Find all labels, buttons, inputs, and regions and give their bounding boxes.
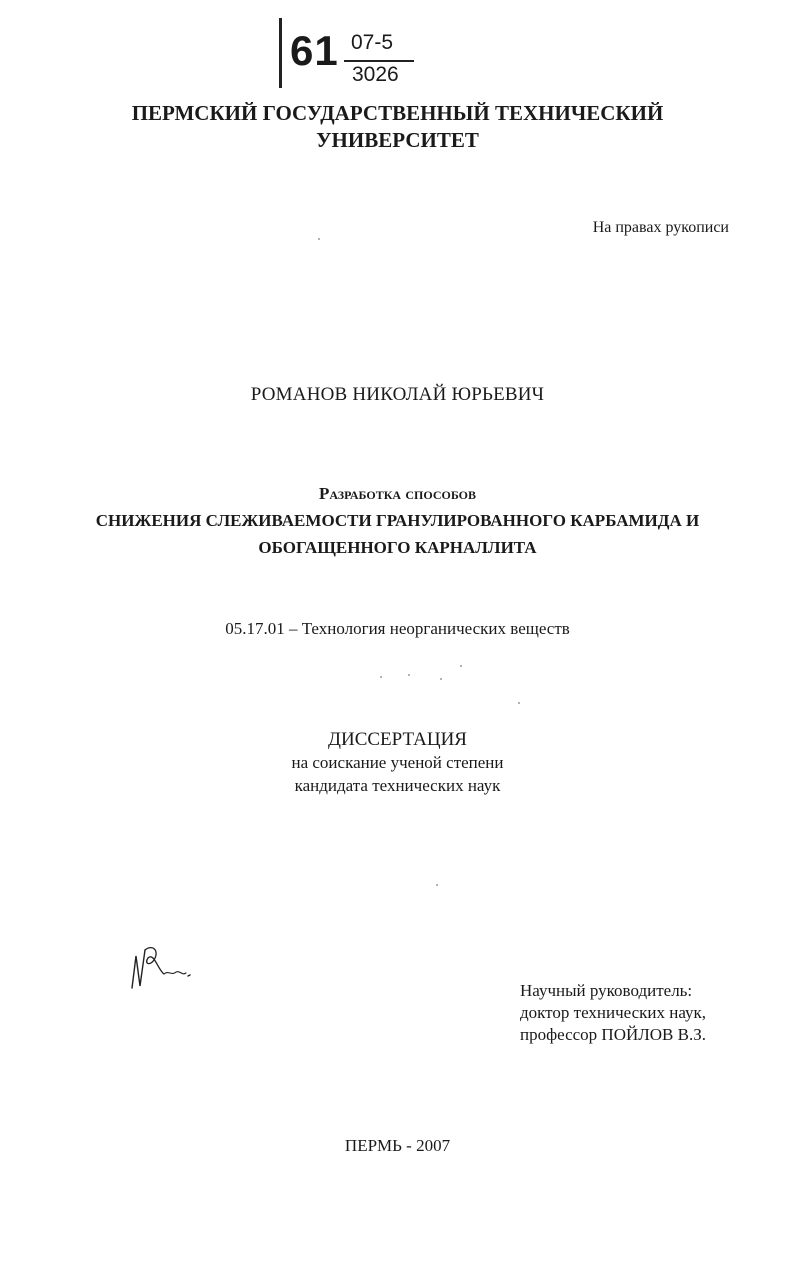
city-year: ПЕРМЬ - 2007 (344, 1136, 451, 1155)
degree-line-1: на соискание ученой степени (291, 753, 504, 772)
university-line-2: УНИВЕРСИТЕТ (316, 128, 479, 152)
advisor-label: Научный руководитель: (520, 981, 693, 1000)
advisor-name: профессор ПОЙЛОВ В.З. (520, 1025, 707, 1044)
scan-speck (436, 884, 438, 886)
dissertation-title: ДИССЕРТАЦИЯ (328, 729, 467, 750)
title-line-1: Разработка способов (318, 484, 477, 503)
university-line-1: ПЕРМСКИЙ ГОСУДАРСТВЕННЫЙ ТЕХНИЧЕСКИЙ (131, 101, 664, 125)
thesis-title (0, 480, 795, 561)
university-name (0, 100, 795, 154)
author-name: РОМАНОВ НИКОЛАЙ ЮРЬЕВИЧ (250, 384, 545, 405)
scan-speck (518, 702, 520, 704)
stamp-fraction-line (344, 60, 414, 62)
scientific-advisor (520, 980, 706, 1046)
scan-speck (318, 238, 320, 240)
advisor-degree: доктор технических наук, (520, 1003, 707, 1022)
stamp-main-number: 61 (290, 27, 339, 74)
specialty-code: 05.17.01 – Технология неорганических веществ (225, 619, 570, 638)
dissertation-block (0, 728, 795, 797)
manuscript-note: На правах рукописи (592, 219, 729, 236)
handwritten-signature (128, 940, 198, 998)
title-line-3: ОБОГАЩЕННОГО КАРНАЛЛИТА (258, 538, 537, 557)
scan-speck (440, 678, 442, 680)
scan-speck (380, 676, 382, 678)
scan-speck (460, 665, 462, 667)
degree-line-2: кандидата технических наук (294, 776, 501, 795)
stamp-numerator: 07-5 (351, 31, 394, 54)
title-line-2: СНИЖЕНИЯ СЛЕЖИВАЕМОСТИ ГРАНУЛИРОВАННОГО КАРБАМИДА И (95, 511, 700, 530)
stamp-denominator: 3026 (352, 63, 399, 86)
scan-speck (408, 674, 410, 676)
stamp-divider (279, 18, 282, 88)
